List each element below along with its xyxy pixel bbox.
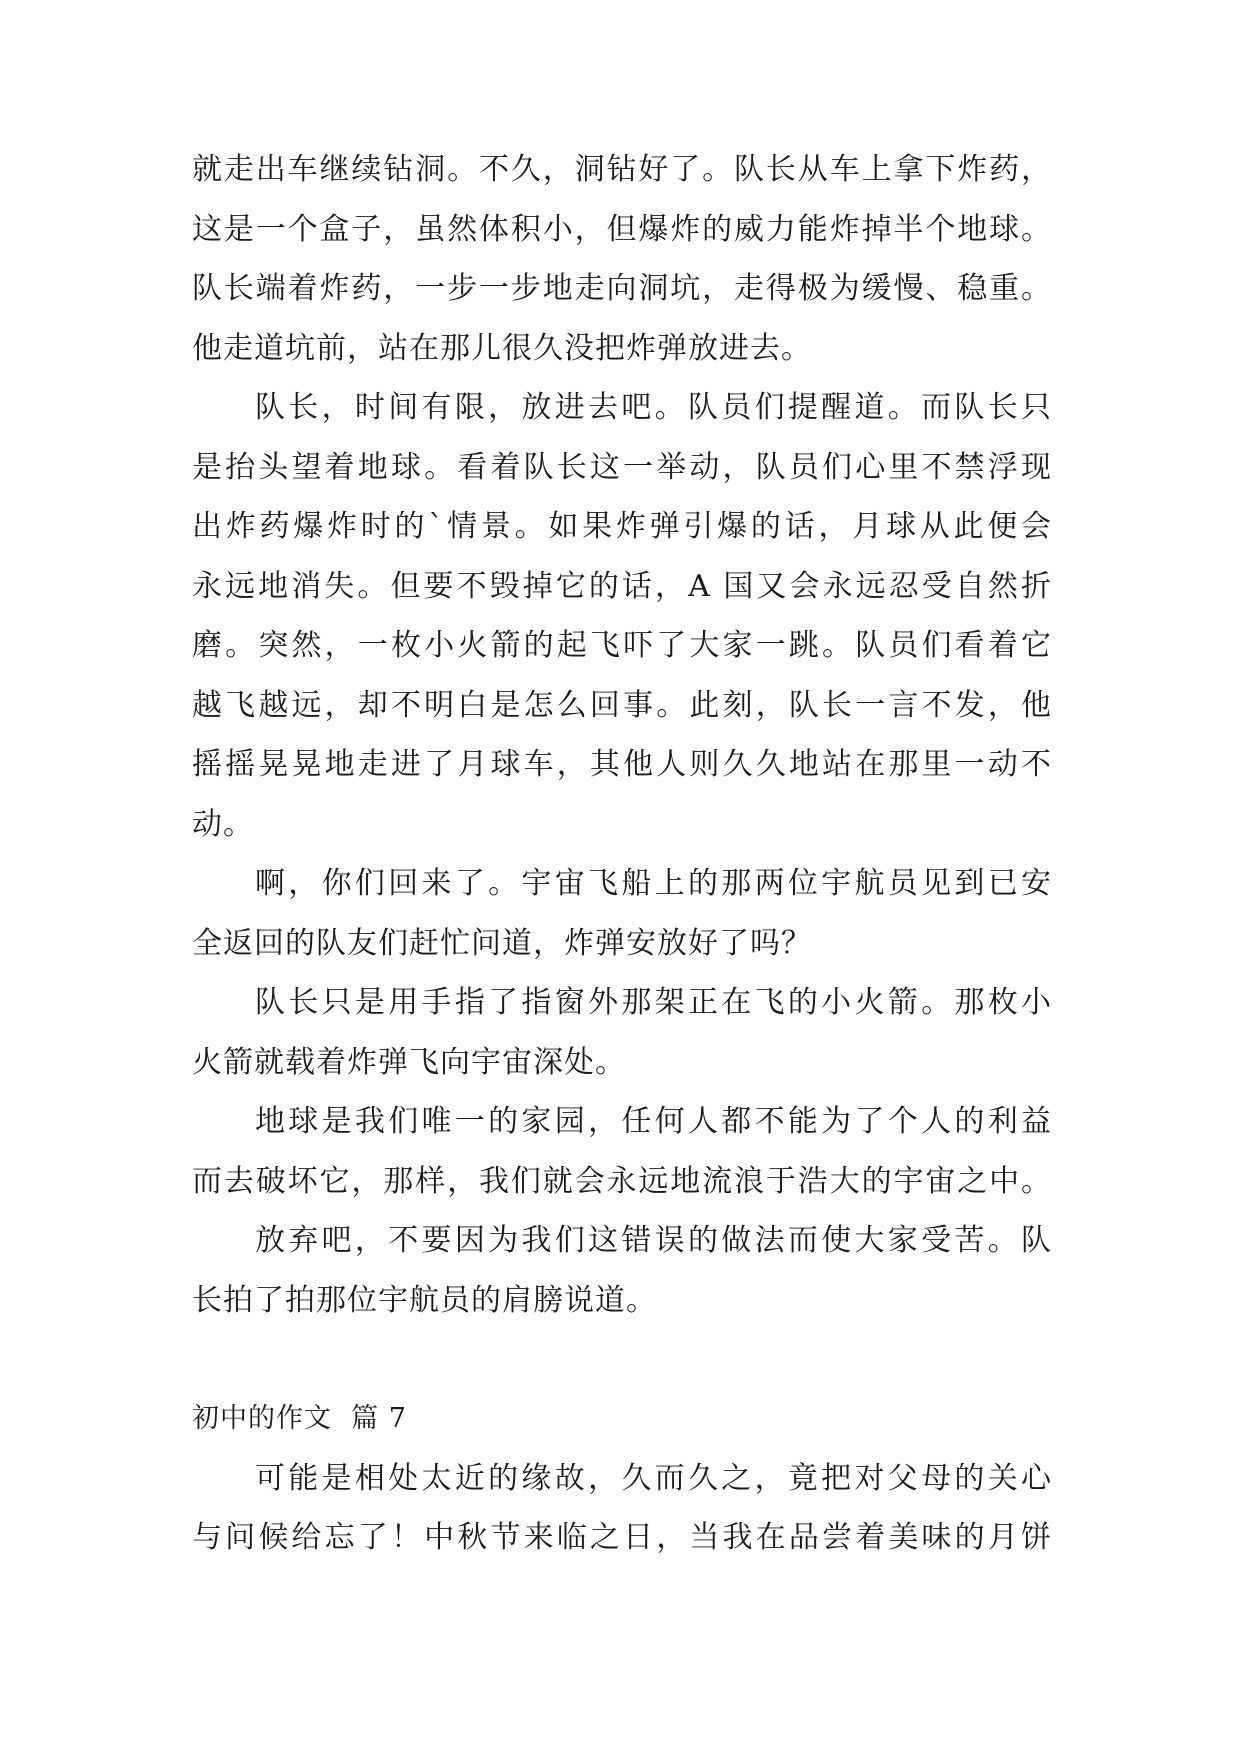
paragraph — [192, 973, 1052, 1092]
text-line: 长拍了拍那位宇航员的肩膀说道。 — [192, 1282, 657, 1318]
text-line: 动。 — [192, 806, 254, 842]
text-line: 这是一个盒子，虽然体积小，但爆炸的威力能炸掉半个地球。 — [192, 211, 1052, 247]
text-line: 永远地消失。但要不毁掉它的话，A 国又会永远忍受自然折 — [192, 568, 1052, 604]
section-heading: 初中的作文 篇 7 — [192, 1403, 407, 1434]
text-line: 地球是我们唯一的家园，任何人都不能为了个人的利益 — [255, 1104, 1052, 1139]
paragraph — [192, 1092, 1052, 1211]
paragraph — [192, 140, 1052, 378]
paragraph — [192, 1449, 1052, 1568]
text-line: 他走道坑前，站在那儿很久没把炸弹放进去。 — [192, 330, 812, 366]
paragraph — [192, 378, 1052, 854]
section-gap — [192, 1330, 1052, 1389]
text-line: 越飞越远，却不明白是怎么回事。此刻，队长一言不发，他 — [192, 687, 1052, 723]
text-line: 磨。突然，一枚小火箭的起飞吓了大家一跳。队员们看着它 — [192, 628, 1052, 663]
text-line: 队长端着炸药，一步一步地走向洞坑，走得极为缓慢、稳重。 — [192, 271, 1052, 306]
text-line: 队长只是用手指了指窗外那架正在飞的小火箭。那枚小 — [255, 985, 1052, 1020]
text-line: 全返回的队友们赶忙问道，炸弹安放好了吗？ — [192, 925, 812, 961]
text-line: 火箭就载着炸弹飞向宇宙深处。 — [192, 1044, 626, 1080]
text-line: 摇摇晃晃地走进了月球车，其他人则久久地站在那里一动不 — [192, 747, 1052, 782]
text-line: 啊，你们回来了。宇宙飞船上的那两位宇航员见到已安 — [255, 866, 1052, 901]
text-line: 就走出车继续钻洞。不久，洞钻好了。队长从车上拿下炸药， — [192, 152, 1052, 187]
text-line: 与问候给忘了！中秋节来临之日，当我在品尝着美味的月饼 — [192, 1520, 1052, 1555]
paragraph — [192, 854, 1052, 973]
paragraph — [192, 1211, 1052, 1330]
text-line: 放弃吧，不要因为我们这错误的做法而使大家受苦。队 — [255, 1223, 1052, 1258]
text-line: 出炸药爆炸时的`情景。如果炸弹引爆的话，月球从此便会 — [192, 509, 1052, 544]
document-page — [192, 140, 1052, 1568]
text-line: 可能是相处太近的缘故，久而久之，竟把对父母的关心 — [255, 1460, 1052, 1496]
text-line: 队长，时间有限，放进去吧。队员们提醒道。而队长只 — [255, 390, 1052, 425]
text-line: 而去破坏它，那样，我们就会永远地流浪于浩大的宇宙之中。 — [192, 1163, 1052, 1199]
text-line: 是抬头望着地球。看着队长这一举动，队员们心里不禁浮现 — [192, 449, 1052, 485]
